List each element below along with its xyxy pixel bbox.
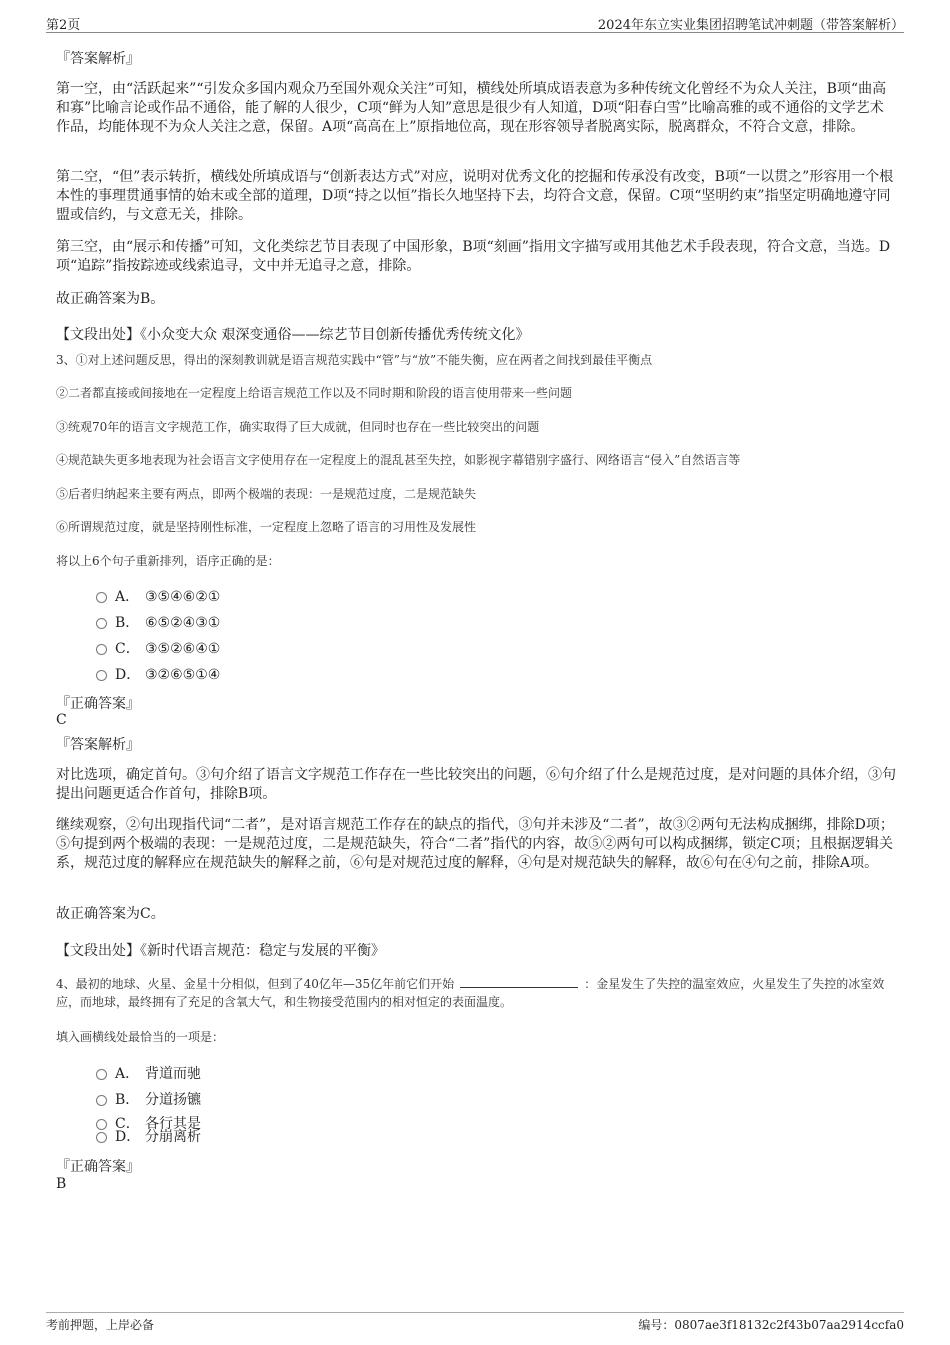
document-code: 编号：0807ae3f18132c2f43b07aa2914ccfa0 — [638, 1318, 904, 1332]
option-b[interactable]: B． ⑥⑤②④③① — [96, 613, 220, 633]
document-title: 2024年东立实业集团招聘笔试冲刺题（带答案解析） — [597, 18, 904, 33]
analysis-heading: 『答案解析』 — [56, 737, 140, 753]
answer-conclusion: 故正确答案为C。 — [56, 906, 165, 922]
option-b[interactable]: B． 分道扬镳 — [96, 1090, 201, 1110]
question-prompt: 填入画横线处最恰当的一项是： — [56, 1030, 225, 1044]
question-sentence: ⑥所谓规范过度，就是坚持刚性标准，一定程度上忽略了语言的习用性及发展性 — [56, 520, 477, 534]
answer-heading: 『正确答案』 — [56, 1159, 140, 1175]
question-prompt: 将以上6个句子重新排列，语序正确的是： — [56, 554, 280, 568]
radio-icon[interactable] — [96, 618, 107, 629]
source-note: 【文段出处】《小众变大众 艰深变通俗——综艺节目创新传播优秀传统文化》 — [56, 327, 530, 343]
analysis-paragraph: 对比选项，确定首句。③句介绍了语言文字规范工作存在一些比较突出的问题，⑥句介绍了什么是规范过度，是对问题的具体介绍，③句提出问题更适合作首句，排除B项。 — [56, 767, 896, 802]
question-stem: 4、最初的地球、火星、金星十分相似，但到了40亿年—35亿年前它们开始 ：金星发生了失控的温室效应，火星发生了失控的冰室效应，而地球，最终拥有了充足的含氧大气，和生物接受范围内的相对恒定的表面温度。 — [56, 977, 885, 1009]
question-sentence: 3、①对上述问题反思，得出的深刻教训就是语言规范实践中“管”与“放”不能失衡，应在两者之间找到最佳平衡点 — [56, 353, 653, 367]
answer-conclusion: 故正确答案为B。 — [56, 291, 165, 307]
correct-answer: C — [56, 712, 67, 728]
analysis-paragraph: 第三空，由“展示和传播”可知，文化类综艺节目表现了中国形象，B项“刻画”指用文字描写或用其他艺术手段表现，符合文意，当选。D项“追踪”指按踪迹或线索追寻，文中并无追寻之意，排除。 — [56, 239, 891, 274]
question-sentence: ②二者都直接或间接地在一定程度上给语言规范工作以及不同时期和阶段的语言使用带来一些问题 — [56, 386, 573, 400]
radio-icon[interactable] — [96, 592, 107, 603]
analysis-heading: 『答案解析』 — [56, 51, 140, 67]
option-d[interactable]: D． ③②⑥⑤①④ — [96, 665, 220, 685]
option-c[interactable]: C． ③⑤②⑥④① — [96, 639, 220, 659]
option-a[interactable]: A． 背道而驰 — [96, 1064, 201, 1084]
correct-answer: B — [56, 1176, 67, 1192]
page-footer — [46, 1312, 904, 1337]
page-number: 第2页 — [46, 18, 81, 33]
analysis-paragraph: 第一空，由“活跃起来”“引发众多国内观众乃至国外观众关注”可知，横线处所填成语表意为多种传统文化曾经不为众人关注，B项“曲高和寡”比喻言论或作品不通俗，能了解的人很少，C项“鲜为人知”意思是很少有人知道，D项“阳春白雪”比喻高雅的或不通俗的文学艺术作品，均能体现不为众人关注之意，保留。A项“高高在上”原指地位高，现在形容领导者脱离实际，脱离群众，不符合文意，排除。 — [56, 81, 887, 135]
radio-icon[interactable] — [96, 1069, 107, 1080]
question-sentence: ⑤后者归纳起来主要有两点，即两个极端的表现：一是规范过度，二是规范缺失 — [56, 487, 477, 501]
fill-blank — [460, 975, 578, 988]
question-sentence: ③统观70年的语言文字规范工作，确实取得了巨大成就，但同时也存在一些比较突出的问题 — [56, 420, 540, 434]
radio-icon[interactable] — [96, 670, 107, 681]
question-sentence: ④规范缺失更多地表现为社会语言文字使用存在一定程度上的混乱甚至失控，如影视字幕错别字盛行、网络语言“侵入”自然语言等 — [56, 453, 741, 467]
option-a[interactable]: A． ③⑤④⑥②① — [96, 587, 220, 607]
radio-icon[interactable] — [96, 1132, 107, 1143]
radio-icon[interactable] — [96, 644, 107, 655]
option-c[interactable]: C． 各行其是 — [96, 1114, 201, 1134]
answer-heading: 『正确答案』 — [56, 696, 140, 712]
analysis-paragraph: 第二空，“但”表示转折，横线处所填成语与“创新表达方式”对应，说明对优秀文化的挖掘和传承没有改变，B项“一以贯之”形容用一个根本性的事理贯通事情的始末或全部的道理，D项“持之以恒”指长久地坚持下去，均符合文意，保留。C项“坚明约束”指坚定明确地遵守同盟或信约，与文意无关，排除。 — [56, 169, 894, 223]
analysis-paragraph: 继续观察，②句出现指代词“二者”，是对语言规范工作存在的缺点的指代，③句并未涉及“二者”，故③②两句无法构成捆绑，排除D项；⑤句提到两个极端的表现：一是规范过度，二是规范缺失，符合“二者”指代的内容，故⑤②两句可以构成捆绑，锁定C项；且根据逻辑关系，规范过度的解释应在规范缺失的解释之前，⑥句是对规范过度的解释，④句是对规范缺失的解释，故⑥句在④句之前，排除A项。 — [56, 817, 894, 871]
footer-slogan: 考前押题，上岸必备 — [46, 1318, 155, 1332]
radio-icon[interactable] — [96, 1095, 107, 1106]
option-d[interactable]: D． 分崩离析 — [96, 1127, 201, 1147]
page-header — [46, 14, 904, 33]
source-note: 【文段出处】《新时代语言规范：稳定与发展的平衡》 — [56, 943, 385, 959]
